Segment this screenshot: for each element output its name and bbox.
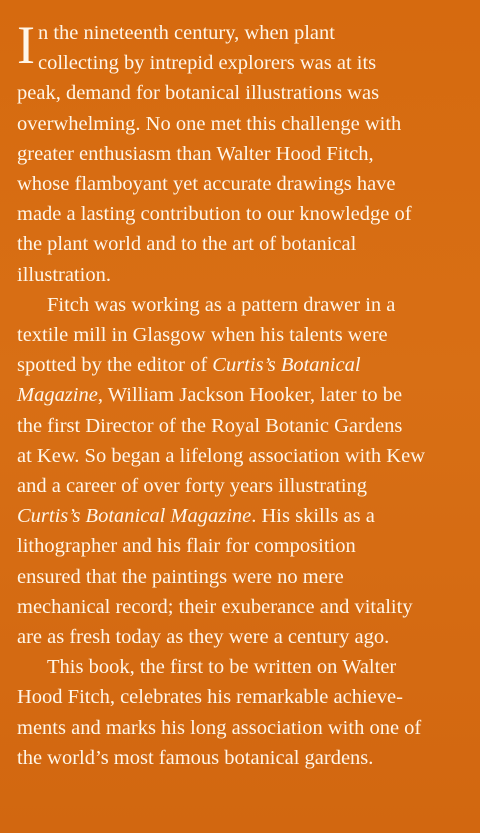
text-line [17, 380, 468, 410]
text-line: ensured that the paintings were no mere [17, 565, 344, 588]
paragraph-fitch-career [17, 290, 468, 652]
text-line: the first Director of the Royal Botanic Gardens [17, 414, 403, 437]
text-line: ments and marks his long association with one of [17, 716, 422, 739]
text-line: illustration. [17, 263, 111, 286]
text-line: the plant world and to the art of botanical [17, 233, 357, 256]
text-line: n the nineteenth century, when plant [37, 22, 335, 44]
text-line: peak, demand for botanical illustrations was [17, 82, 380, 105]
paragraph-book-summary [17, 652, 468, 773]
text-line: mechanical record; their exuberance and vitality [17, 595, 413, 618]
text-run: . His skills as a [251, 505, 375, 528]
text-line: at Kew. So began a lifelong association with Kew [17, 444, 425, 467]
magazine-title-italic: Magazine [17, 384, 98, 407]
text-line: the world’s most famous botanical gardens. [17, 746, 374, 769]
text-line [17, 350, 468, 380]
text-line: Fitch was working as a pattern drawer in a [47, 293, 396, 316]
text-line: greater enthusiasm than Walter Hood Fitch, [17, 142, 374, 165]
text-line: lithographer and his flair for composition [17, 535, 356, 558]
text-line: made a lasting contribution to our knowledge of [17, 203, 412, 226]
magazine-title-italic: Curtis’s Botanical Magazine [17, 505, 252, 528]
magazine-title-italic: Curtis’s Botanical [212, 354, 361, 377]
drop-cap: I [17, 15, 35, 75]
text-run: spotted by the editor of [17, 354, 213, 377]
text-run: , William Jackson Hooker, later to be [97, 384, 403, 407]
text-line: collecting by intrepid explorers was at its [37, 52, 377, 75]
paragraph-intro [17, 15, 468, 290]
text-line: are as fresh today as they were a century ago. [17, 626, 390, 649]
text-line: and a career of over forty years illustrating [17, 475, 368, 498]
text-line: Hood Fitch, celebrates his remarkable achieve- [17, 686, 403, 709]
text-line [17, 501, 468, 531]
text-line: This book, the first to be written on Walter [47, 656, 397, 679]
text-line: whose flamboyant yet accurate drawings have [17, 173, 396, 196]
text-line: textile mill in Glasgow when his talents were [17, 324, 388, 347]
text-line: overwhelming. No one met this challenge with [17, 112, 402, 135]
